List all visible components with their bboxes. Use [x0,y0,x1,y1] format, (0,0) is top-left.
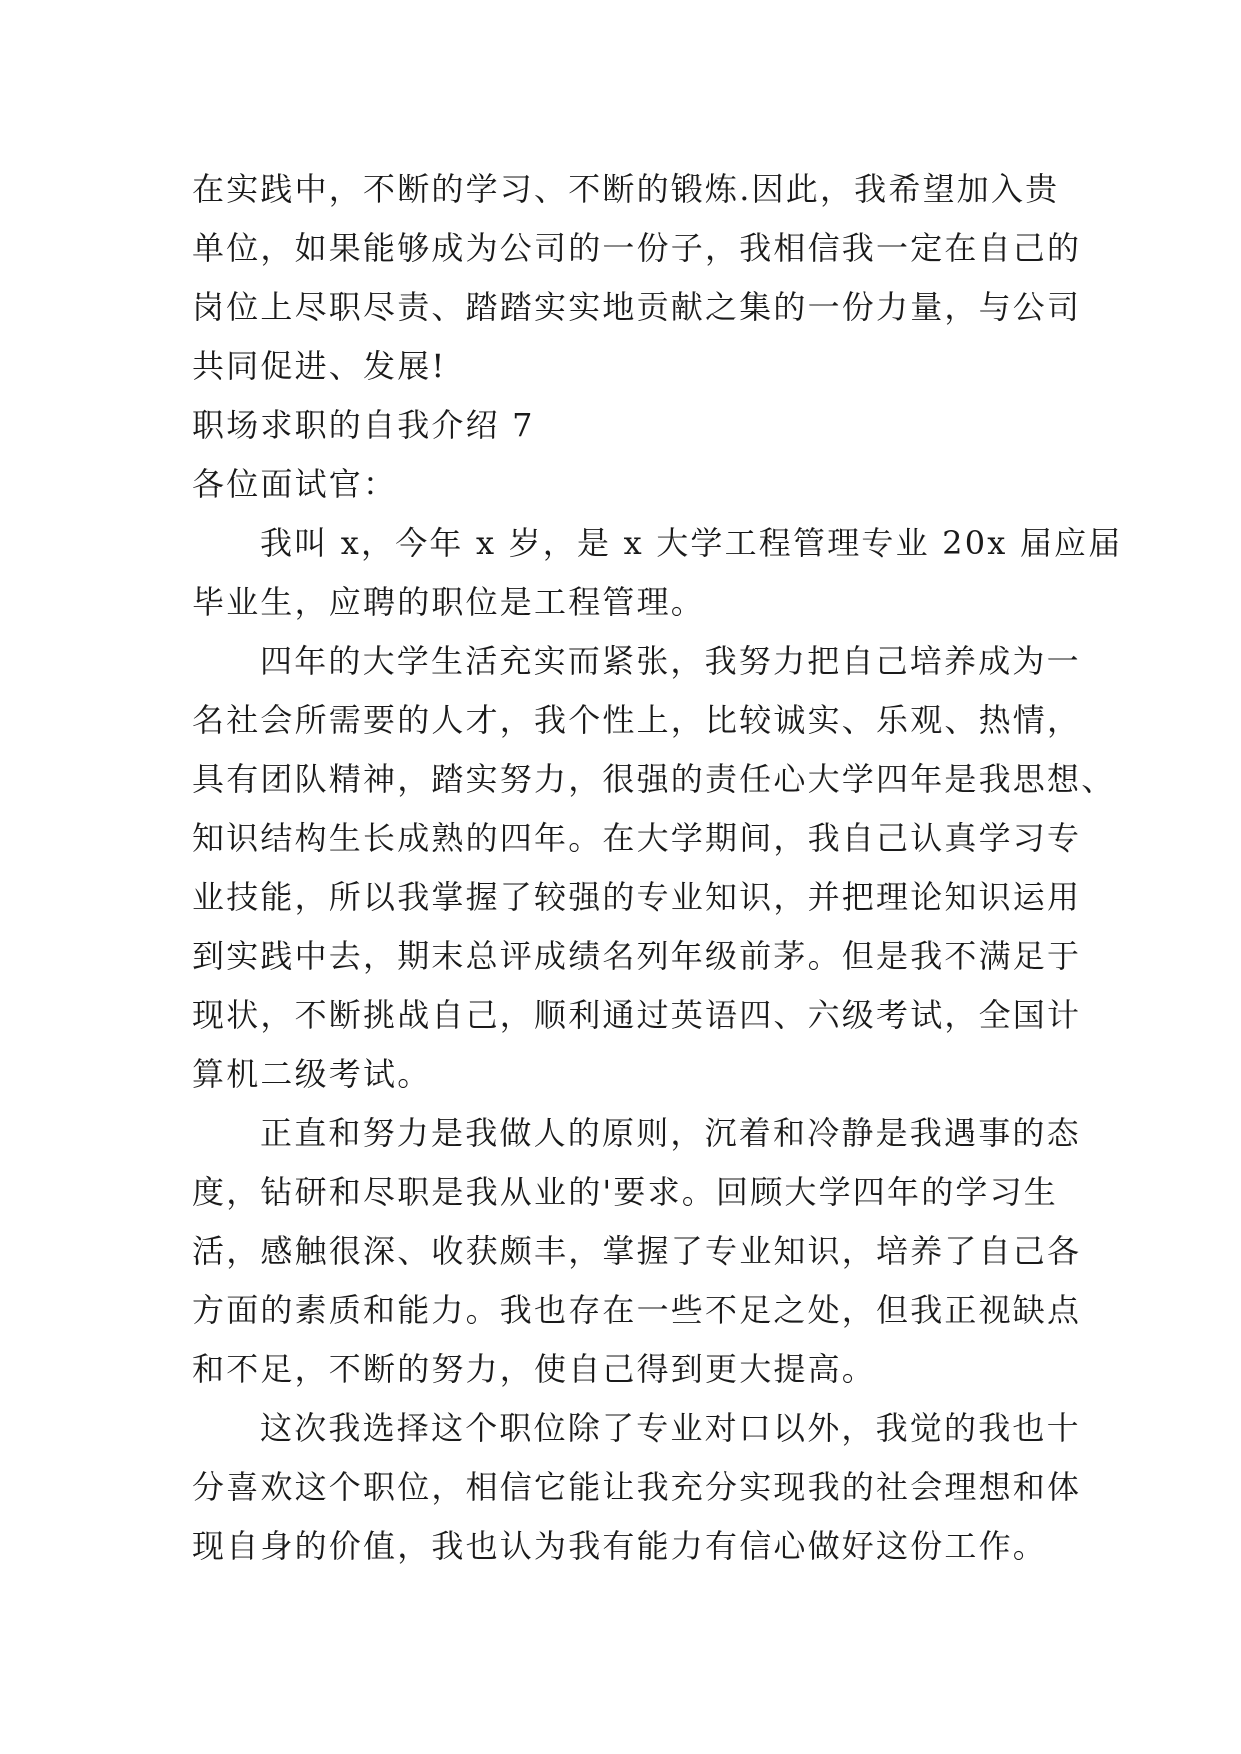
text-line: 具有团队精神，踏实努力，很强的责任心大学四年是我思想、 [192,760,1116,798]
paragraph-first-line: 正直和努力是我做人的原则，沉着和冷静是我遇事的态 [260,1114,1081,1152]
text-line: 现状，不断挑战自己，顺利通过英语四、六级考试，全国计 [192,996,1082,1034]
text-line: 名社会所需要的人才，我个性上，比较诚实、乐观、热情， [192,701,1082,739]
text-line: 业技能，所以我掌握了较强的专业知识，并把理论知识运用 [192,878,1082,916]
text-line: 毕业生，应聘的职位是工程管理。 [192,583,706,621]
document-body [192,160,1123,1576]
text-line: 共同促进、发展! [192,347,447,385]
paragraph-first-line: 这次我选择这个职位除了专业对口以外，我觉的我也十 [260,1409,1081,1447]
paragraph-first-line: 我叫 x，今年 x 岁，是 x 大学工程管理专业 20x 届应届 [260,524,1123,562]
text-line: 现自身的价值，我也认为我有能力有信心做好这份工作。 [192,1527,1048,1565]
text-line: 分喜欢这个职位，相信它能让我充分实现我的社会理想和体 [192,1468,1082,1506]
text-line: 岗位上尽职尽责、踏踏实实地贡献之集的一份力量，与公司 [192,288,1082,326]
text-line: 度，钻研和尽职是我从业的'要求。回顾大学四年的学习生 [192,1173,1058,1211]
text-line: 到实践中去，期末总评成绩名列年级前茅。但是我不满足于 [192,937,1082,975]
text-line: 活，感触很深、收获颇丰，掌握了专业知识，培养了自己各 [192,1232,1082,1270]
text-line: 方面的素质和能力。我也存在一些不足之处，但我正视缺点 [192,1291,1082,1329]
text-line: 算机二级考试。 [192,1055,432,1093]
text-line: 单位，如果能够成为公司的一份子，我相信我一定在自己的 [192,229,1082,267]
text-line: 在实践中，不断的学习、不断的锻炼.因此，我希望加入贵 [192,170,1060,208]
text-line: 知识结构生长成熟的四年。在大学期间，我自己认真学习专 [192,819,1082,857]
salutation: 各位面试官： [192,465,398,503]
text-line: 和不足，不断的努力，使自己得到更大提高。 [192,1350,877,1388]
section-heading: 职场求职的自我介绍 7 [192,406,535,444]
paragraph-first-line: 四年的大学生活充实而紧张，我努力把自己培养成为一 [260,642,1081,680]
